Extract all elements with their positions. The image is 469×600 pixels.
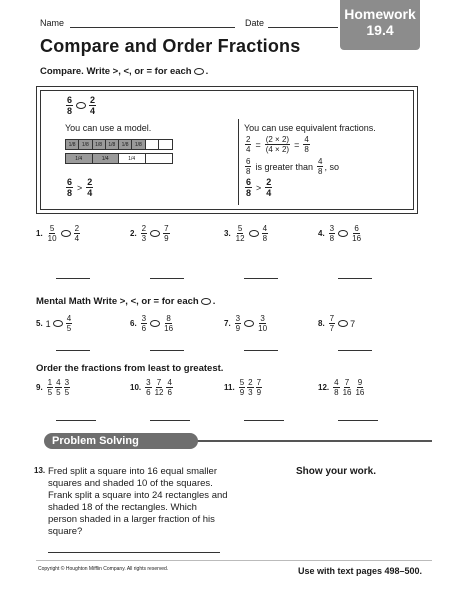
homework-badge (340, 0, 420, 50)
answer-line-13[interactable] (48, 552, 220, 553)
name-field[interactable] (70, 16, 235, 28)
oval-icon[interactable] (338, 230, 348, 237)
model-cell-fourth: 1/4 (119, 154, 146, 163)
problem-frac: $\frac{2}{4}$ (74, 224, 80, 243)
example-frac-b: $\frac{2}{4}$ (90, 95, 96, 116)
oval-icon[interactable] (244, 320, 254, 327)
problem-9: 9. $\frac{1}{5}$ $\frac{4}{5}$ $\frac{3}{5}$ (36, 378, 70, 397)
oval-icon (201, 298, 211, 305)
model-cell-empty (146, 140, 159, 149)
problem-solving-label: Problem Solving (44, 433, 198, 449)
problem-solving-bar (36, 433, 432, 449)
eq-rhs: $\frac{4}{8}$ (304, 135, 309, 154)
problem-frac: $\frac{6}{16}$ (352, 224, 362, 243)
model-eighths (65, 139, 173, 150)
problem-12: 12. $\frac{4}{8}$ $\frac{7}{16}$ $\frac{9}{16}$ (318, 378, 365, 397)
mental-instruction (36, 296, 215, 307)
answer-line-10[interactable] (150, 420, 190, 421)
problem-frac: $\frac{4}{8}$ (262, 224, 268, 243)
problem-7: 7. $\frac{3}{9}$ $\frac{3}{10}$ (224, 314, 268, 333)
answer-line-8[interactable] (338, 350, 372, 351)
greater-frac-b: $\frac{4}{8}$ (318, 157, 323, 176)
oval-icon (194, 68, 204, 75)
model-result-sign: > (77, 182, 83, 193)
problem-2: 2. $\frac{2}{3}$ $\frac{7}{9}$ (130, 224, 169, 243)
equiv-equation (244, 135, 311, 154)
problem-frac: $\frac{7}{16}$ (342, 378, 352, 397)
greater-text: is greater than (255, 161, 313, 172)
problem-frac: $\frac{5}{10}$ (47, 224, 57, 243)
equiv-result-sign: > (256, 182, 262, 193)
model-cell-eighth: 1/8 (93, 140, 106, 149)
problem-frac: $\frac{2}{3}$ (141, 224, 147, 243)
problem-11: 11. $\frac{5}{9}$ $\frac{2}{3}$ $\frac{7}{9}$ (224, 378, 262, 397)
problem-whole: 1 (45, 318, 51, 329)
example-divider (238, 119, 239, 205)
oval-icon[interactable] (61, 230, 71, 237)
oval-icon[interactable] (150, 230, 160, 237)
model-cell-eighth: 1/8 (106, 140, 119, 149)
problem-13-text: Fred split a square into 16 equal smaller squares and shaded 10 of the squares. Frank split a square into 24 rectangles and shaded 18 of the rectangles. Which person shaded in a larger fraction of his square? (48, 466, 228, 537)
problem-4: 4. $\frac{3}{8}$ $\frac{6}{16}$ (318, 224, 362, 243)
problem-frac: $\frac{5}{12}$ (235, 224, 245, 243)
oval-icon[interactable] (150, 320, 160, 327)
answer-line-2[interactable] (150, 278, 184, 279)
equiv-result-a: $\frac{6}{8}$ (246, 177, 252, 198)
oval-icon[interactable] (249, 230, 259, 237)
problem-frac: $\frac{2}{3}$ (248, 378, 253, 397)
badge-line1: Homework (344, 6, 416, 22)
problem-frac: $\frac{4}{5}$ (66, 314, 72, 333)
problem-frac: $\frac{4}{8}$ (334, 378, 339, 397)
compare-instruction-text: Compare. Write >, <, or = for each (40, 66, 192, 77)
problem-frac: $\frac{4}{6}$ (167, 378, 172, 397)
problem-frac: $\frac{7}{9}$ (256, 378, 262, 397)
page-title: Compare and Order Fractions (40, 36, 301, 56)
example-frac-a: $\frac{6}{8}$ (67, 95, 73, 116)
problem-frac: $\frac{3}{5}$ (64, 378, 70, 397)
problem-frac: $\frac{3}{8}$ (329, 224, 335, 243)
name-label: Name (40, 18, 65, 28)
model-cell-eighth: 1/8 (79, 140, 92, 149)
problem-frac: $\frac{7}{9}$ (164, 224, 169, 243)
equiv-result (244, 177, 273, 198)
model-result (65, 177, 94, 198)
problem-5: 5. 1 $\frac{4}{5}$ (36, 314, 72, 333)
problem-frac: $\frac{5}{9}$ (239, 378, 245, 397)
greater-statement (244, 157, 339, 176)
problem-frac: $\frac{3}{6}$ (146, 378, 151, 397)
answer-line-7[interactable] (244, 350, 278, 351)
eq-lhs: $\frac{2}{4}$ (246, 135, 251, 154)
mental-instruction-text: Mental Math Write >, <, or = for each (36, 296, 199, 307)
problem-frac: $\frac{7}{7}$ (329, 314, 335, 333)
model-fourths (65, 153, 173, 164)
problem-1: 1. $\frac{5}{10}$ $\frac{2}{4}$ (36, 224, 80, 243)
example-box (36, 86, 418, 214)
eq-sign: = (255, 139, 261, 150)
problem-frac: $\frac{3}{6}$ (141, 314, 147, 333)
badge-line2: 19.4 (366, 22, 394, 38)
problem-whole: 7 (350, 318, 356, 329)
model-text: You can use a model. (65, 123, 152, 133)
problem-10: 10. $\frac{3}{6}$ $\frac{7}{12}$ $\frac{4}{6}$ (130, 378, 172, 397)
example-inner-frame (40, 90, 414, 210)
problem-13-number: 13. (34, 466, 46, 475)
model-result-a: $\frac{6}{8}$ (67, 177, 73, 198)
problem-6: 6. $\frac{3}{6}$ $\frac{8}{16}$ (130, 314, 174, 333)
answer-line-12[interactable] (338, 420, 378, 421)
model-cell-empty (159, 140, 172, 149)
problem-frac: $\frac{3}{9}$ (235, 314, 241, 333)
model-cell-eighth: 1/8 (119, 140, 132, 149)
model-cell-eighth: 1/8 (132, 140, 145, 149)
problem-frac: $\frac{9}{16}$ (355, 378, 365, 397)
eq-mid: $\frac{(2 \times 2)}{(4 \times 2)}$ (265, 135, 290, 154)
problem-solving-rule (186, 440, 432, 442)
eq-sign: = (294, 139, 300, 150)
model-result-b: $\frac{2}{4}$ (87, 177, 93, 198)
problem-frac: $\frac{1}{5}$ (47, 378, 53, 397)
oval-icon (76, 102, 86, 109)
problem-3: 3. $\frac{5}{12}$ $\frac{4}{8}$ (224, 224, 268, 243)
answer-line-3[interactable] (244, 278, 278, 279)
answer-line-9[interactable] (56, 420, 96, 421)
oval-icon[interactable] (53, 320, 63, 327)
problem-frac: $\frac{3}{10}$ (258, 314, 268, 333)
answer-line-11[interactable] (244, 420, 284, 421)
copyright-text: Copyright © Houghton Mifflin Company. All rights reserved. (38, 566, 169, 572)
compare-instruction-period: . (205, 66, 209, 77)
footer-rule (36, 560, 432, 561)
oval-icon[interactable] (338, 320, 348, 327)
problem-frac: $\frac{8}{16}$ (164, 314, 174, 333)
model-cell-eighth: 1/8 (66, 140, 79, 149)
show-work-label: Show your work. (296, 466, 377, 477)
model-cell-fourth: 1/4 (93, 154, 120, 163)
equiv-text: You can use equivalent fractions. (244, 123, 376, 133)
greater-suffix: , so (324, 161, 339, 172)
order-instruction: Order the fractions from least to greatest. (36, 363, 224, 374)
answer-line-4[interactable] (338, 278, 372, 279)
answer-line-6[interactable] (150, 350, 184, 351)
problem-8: 8. $\frac{7}{7}$ 7 (318, 314, 356, 333)
compare-instruction (40, 66, 208, 77)
model-cell-fourth: 1/4 (66, 154, 93, 163)
equiv-result-b: $\frac{2}{4}$ (266, 177, 272, 198)
date-field[interactable] (268, 16, 338, 28)
problem-frac: $\frac{4}{5}$ (56, 378, 61, 397)
date-label: Date (245, 18, 265, 28)
mental-instruction-period: . (212, 296, 216, 307)
text-pages-note: Use with text pages 498–500. (298, 566, 423, 576)
answer-line-1[interactable] (56, 278, 90, 279)
greater-frac-a: $\frac{6}{8}$ (246, 157, 251, 176)
example-question (65, 95, 97, 116)
model-cell-empty (146, 154, 172, 163)
answer-line-5[interactable] (56, 350, 90, 351)
problem-frac: $\frac{7}{12}$ (154, 378, 164, 397)
